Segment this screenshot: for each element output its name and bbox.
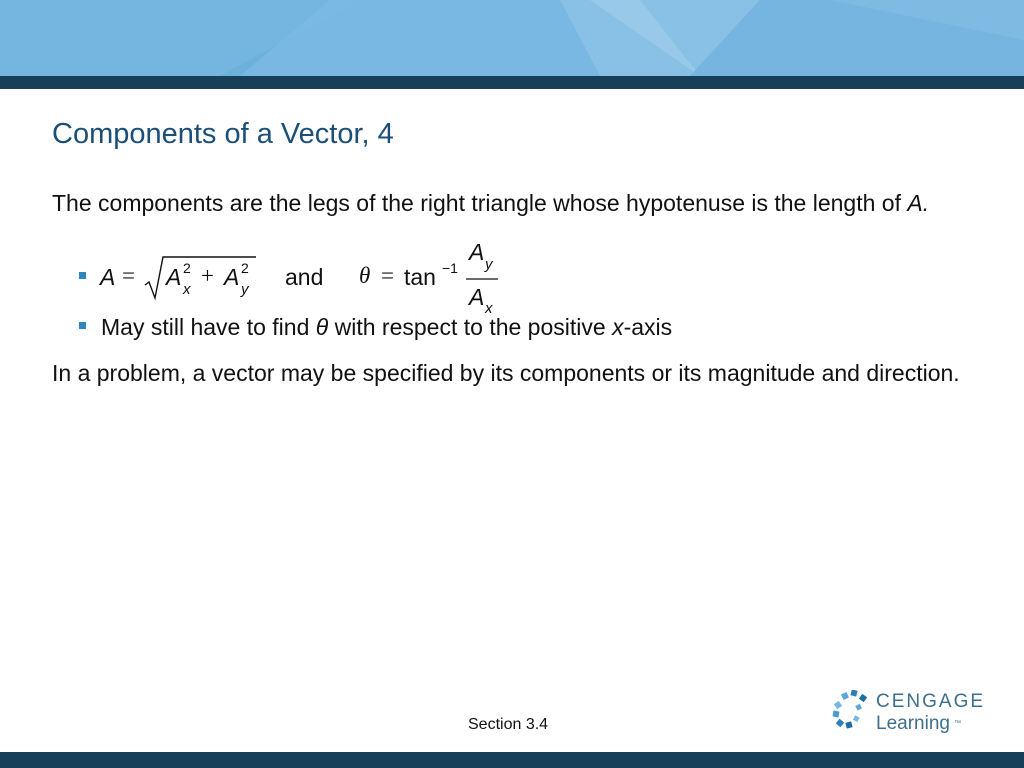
paragraph-components [52,187,992,219]
eq-ay-sub: y [241,281,249,298]
cengage-logo [832,690,992,740]
eq-and: and [285,264,324,290]
eq-tan: tan [404,264,436,290]
bullet-text-middle: with respect to the positive [328,314,613,340]
eq-equals: = [122,263,135,288]
eq-equals-2: = [381,263,394,288]
cengage-logo-mark [832,690,872,734]
logo-text-learning: Learning [876,713,950,734]
bullet-x: x [612,314,624,340]
footer-rule [0,752,1024,768]
bullet-find-theta [79,314,672,341]
bullet-text-end: -axis [623,314,673,340]
eq-ax-sub: x [183,281,191,298]
eq-num-sub: y [485,256,493,273]
bullet-text-start: May still have to find [101,314,316,340]
paragraph-italic-a: A. [907,190,930,216]
eq-ax-exp: 2 [183,260,191,276]
bullet-equation [79,264,101,291]
bullet-marker [79,272,86,279]
eq-ax: A [166,264,182,290]
paragraph-problem: In a problem, a vector may be specified by its components or its magnitude and direction. [52,360,960,386]
logo-trademark: ™ [954,720,961,727]
paragraph-text: The components are the legs of the right triangle whose hypotenuse is the length of [52,190,908,216]
header-banner [0,0,1024,76]
banner-graphic [0,0,1024,76]
slide-title: Components of a Vector, 4 [52,118,394,150]
logo-text-cengage: CENGAGE [876,691,986,712]
eq-ay: A [224,264,240,290]
eq-ay-exp: 2 [241,260,249,276]
section-label: Section 3.4 [468,716,549,733]
bullet-theta: θ [315,314,329,340]
eq-plus: + [201,263,214,288]
fraction-bar [466,278,500,281]
equation [100,236,520,316]
bullet-marker [79,322,86,329]
eq-theta: θ [359,263,371,288]
header-rule [0,76,1024,89]
eq-den-sub: x [485,300,493,317]
eq-inverse: −1 [442,260,458,276]
eq-num-a: A [469,239,485,265]
eq-lhs-a: A [100,264,116,290]
eq-den-a: A [469,284,485,310]
